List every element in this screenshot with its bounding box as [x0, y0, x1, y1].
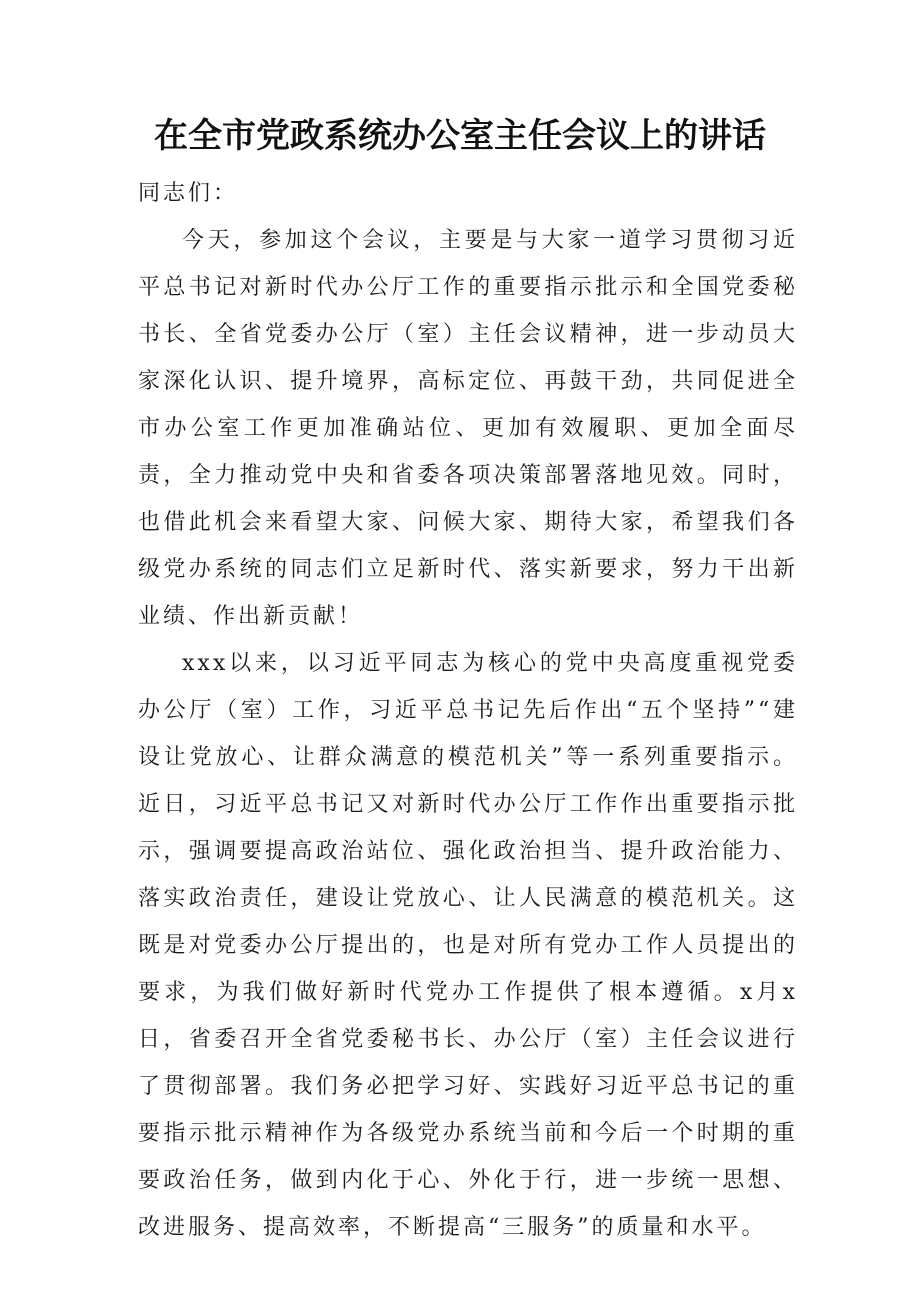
- paragraph-2: xxx以来，以习近平同志为核心的党中央高度重视党委办公厅（室）工作，习近平总书记先后作出“五个坚持”“建设让党放心、让群众满意的模范机关”等一系列重要指示。近日，习近平总书记又对新时代办公厅工作作出重要指示批示，强调要提高政治站位、强化政治担当、提升政治能力、落实政治责任，建设让党放心、让人民满意的模范机关。这既是对党委办公厅提出的，也是对所有党办工作人员提出的要求，为我们做好新时代党办工作提供了根本遵循。x月x日，省委召开全省党委秘书长、办公厅（室）主任会议进行了贯彻部署。我们务必把学习好、实践好习近平总书记的重要指示批示精神作为各级党办系统当前和今后一个时期的重要政治任务，做到内化于心、外化于行，进一步统一思想、改进服务、提高效率，不断提高“三服务”的质量和水平。: [138, 651, 798, 1240]
- paragraph-1: 今天，参加这个会议，主要是与大家一道学习贯彻习近平总书记对新时代办公厅工作的重要指示批示和全国党委秘书长、全省党委办公厅（室）主任会议精神，进一步动员大家深化认识、提升境界，高标定位、再鼓干劲，共同促进全市办公室工作更加准确站位、更加有效履职、更加全面尽责，全力推动党中央和省委各项决策部署落地见效。同时，也借此机会来看望大家、问候大家、期待大家，希望我们各级党办系统的同志们立足新时代、落实新要求，努力干出新业绩、作出新贡献！: [138, 228, 798, 629]
- document-body: [138, 170, 798, 1251]
- document-title: 在全市党政系统办公室主任会议上的讲话: [154, 116, 766, 156]
- salutation: 同志们：: [138, 181, 239, 206]
